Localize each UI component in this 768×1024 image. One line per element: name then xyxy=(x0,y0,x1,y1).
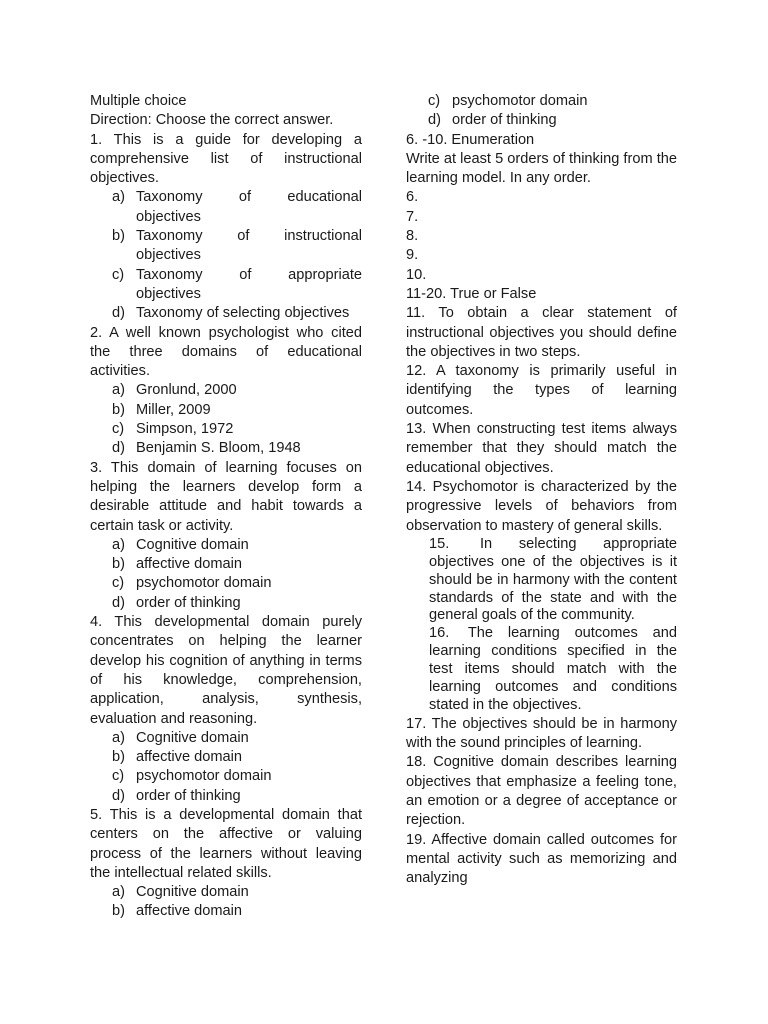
option-3b: b) affective domain xyxy=(112,556,243,573)
right-column xyxy=(406,92,677,889)
question-5-options xyxy=(90,883,362,922)
option-5a: a) Cognitive domain xyxy=(112,884,249,901)
enumeration-instruction: Write at least 5 orders of thinking from the learning model. In any order. xyxy=(406,150,677,187)
option-4d: d) order of thinking xyxy=(112,787,241,804)
statement-15: 15. In selecting appropriate objectives one of the objectives is it should be in harmony with the content standards of the state and with the general goals of the community. xyxy=(429,535,677,624)
option-1c: c) Taxonomy of appropriate objectives xyxy=(112,266,362,302)
option-4c: c) psychomotor domain xyxy=(112,768,272,785)
question-5: 5. This is a developmental domain that centers on the affective or valuing process of the learners without leaving the intellectual related skills. xyxy=(90,806,362,881)
question-4-options xyxy=(90,729,362,806)
option-2d: d) Benjamin S. Bloom, 1948 xyxy=(112,440,301,457)
option-5b: b) affective domain xyxy=(112,903,243,920)
question-2-options xyxy=(90,381,362,458)
enumeration-blank-6: 6. xyxy=(406,189,419,206)
enumeration-blank-10: 10. xyxy=(406,266,427,283)
question-3-options xyxy=(90,536,362,613)
statement-13: 13. When constructing test items always remember that they should match the educational objectives. xyxy=(406,421,677,476)
statement-17: 17. The objectives should be in harmony with the sound principles of learning. xyxy=(406,715,677,752)
statement-19: 19. Affective domain called outcomes for mental activity such as memorizing and analyzing xyxy=(406,831,677,887)
option-2a: a) Gronlund, 2000 xyxy=(112,382,237,399)
left-column xyxy=(90,92,362,922)
question-5-options-continued xyxy=(406,92,677,131)
enumeration-blank-8: 8. xyxy=(406,228,419,245)
option-1a: a) Taxonomy of educational objectives xyxy=(112,189,362,225)
option-5c: c) psychomotor domain xyxy=(428,93,588,109)
option-4b: b) affective domain xyxy=(112,749,243,766)
statement-16: 16. The learning outcomes and learning conditions specified in the test items should match with the learning outcomes and conditions stated in the objectives. xyxy=(429,625,678,713)
option-1d: d) Taxonomy of selecting objectives xyxy=(112,305,350,322)
direction-text: Direction: Choose the correct answer. xyxy=(90,112,334,129)
option-2c: c) Simpson, 1972 xyxy=(112,421,234,438)
section-heading-enumeration: 6. -10. Enumeration xyxy=(406,131,535,148)
enumeration-blank-7: 7. xyxy=(406,208,419,225)
question-3: 3. This domain of learning focuses on helping the learners develop form a desirable attitude and habit towards a certain task or activity. xyxy=(90,459,362,534)
statement-12: 12. A taxonomy is primarily useful in identifying the types of learning outcomes. xyxy=(406,363,677,418)
question-1: 1. This is a guide for developing a comprehensive list of instructional objectives. xyxy=(90,131,362,187)
option-3a: a) Cognitive domain xyxy=(112,536,249,553)
enumeration-blank-9: 9. xyxy=(406,247,419,264)
question-2: 2. A well known psychologist who cited the three domains of educational activities. xyxy=(90,324,362,380)
option-3d: d) order of thinking xyxy=(112,594,241,611)
statement-14: 14. Psychomotor is characterized by the progressive levels of behaviors from observation to mastery of general skills. xyxy=(406,478,677,534)
option-4a: a) Cognitive domain xyxy=(112,729,249,746)
option-3c: c) psychomotor domain xyxy=(112,575,272,592)
question-1-options xyxy=(90,188,362,323)
option-5d: d) order of thinking xyxy=(428,112,557,129)
statement-11: 11. To obtain a clear statement of instructional objectives you should define the objectives in two steps. xyxy=(406,305,677,360)
question-4: 4. This developmental domain purely concentrates on helping the learner develop his cognition of anything in terms of his knowledge, comprehension, application, analysis, synthesis, evaluation and reasoning. xyxy=(90,614,362,727)
option-2b: b) Miller, 2009 xyxy=(112,401,211,418)
statement-18: 18. Cognitive domain describes learning objectives that emphasize a feeling tone, an emotion or a degree of acceptance or rejection. xyxy=(406,754,677,829)
option-1b: b) Taxonomy of instructional objectives xyxy=(112,228,362,264)
section-heading-true-or-false: 11-20. True or False xyxy=(406,285,537,302)
section-heading-multiple-choice: Multiple choice xyxy=(90,93,187,109)
